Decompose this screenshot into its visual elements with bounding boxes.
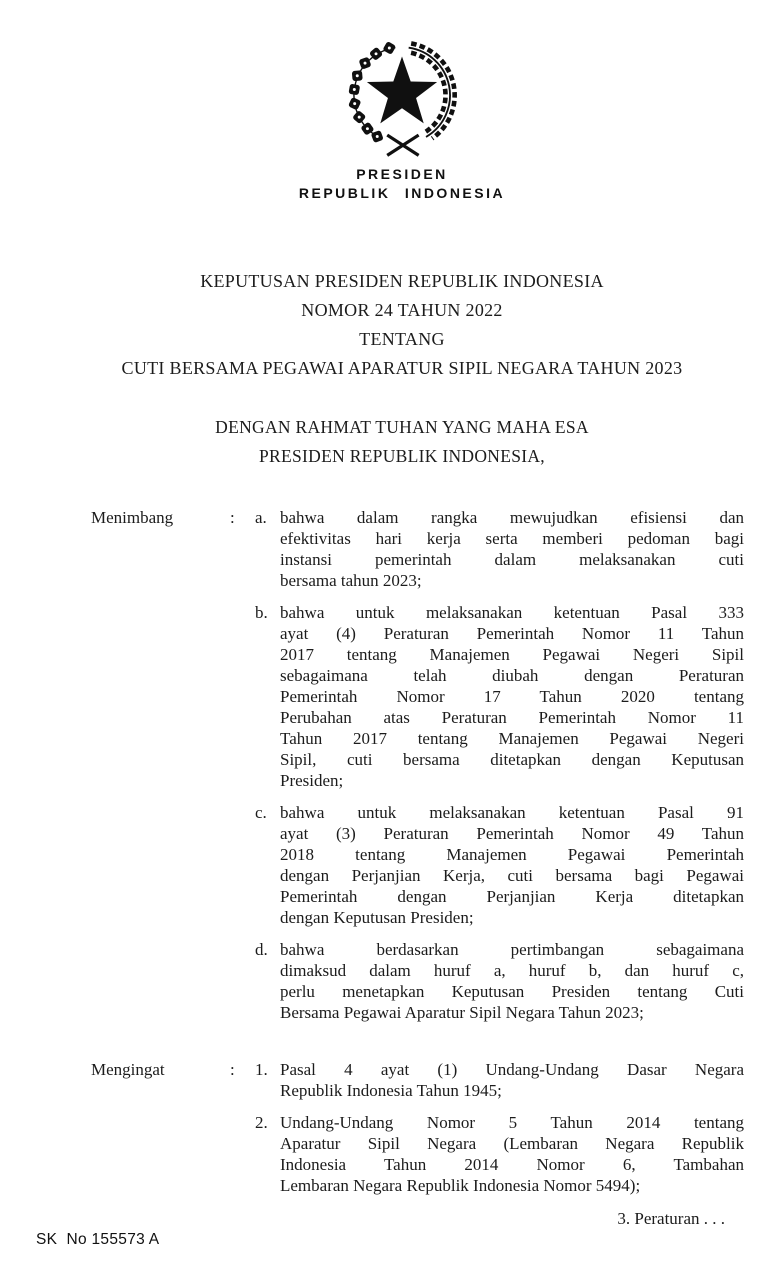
list-item <box>255 1059 744 1101</box>
text-line: Aparatur Sipil Negara (Lembaran Negara Republik <box>280 1134 744 1153</box>
decree-title <box>32 267 772 383</box>
text-line: perlu menetapkan Keputusan Presiden tentang Cuti <box>280 982 744 1001</box>
presidential-seal-icon <box>341 38 463 160</box>
mengingat-colon: : <box>230 1060 235 1079</box>
text-line: bahwa berdasarkan pertimbangan sebagaimana <box>280 940 744 959</box>
text-line: Tahun 2017 tentang Manajemen Pegawai Negeri <box>280 729 744 748</box>
item-text <box>280 1112 744 1196</box>
preamble-authority: PRESIDEN REPUBLIK INDONESIA, <box>259 446 545 466</box>
mengingat-label: Mengingat <box>91 1060 165 1079</box>
text-line: efektivitas hari kerja serta memberi pedoman bagi <box>280 529 744 548</box>
document-header <box>32 0 772 203</box>
text-line: bahwa untuk melaksanakan ketentuan Pasal 91 <box>280 803 744 822</box>
list-item <box>255 1112 744 1196</box>
menimbang-label: Menimbang <box>91 508 174 527</box>
item-text <box>280 1059 744 1101</box>
text-line: bersama tahun 2023; <box>280 571 422 590</box>
text-line: 2018 tentang Manajemen Pegawai Pemerintah <box>280 845 744 864</box>
menimbang-colon: : <box>230 508 235 527</box>
text-line: Bersama Pegawai Aparatur Sipil Negara Tahun 2023; <box>280 1003 644 1022</box>
item-text <box>280 802 744 928</box>
mengingat-section <box>91 1059 744 1196</box>
item-marker: a. <box>255 508 267 527</box>
text-line: Pasal 4 ayat (1) Undang-Undang Dasar Negara <box>280 1060 744 1079</box>
org-name-line1: PRESIDEN <box>356 166 448 182</box>
title-line-subject: CUTI BERSAMA PEGAWAI APARATUR SIPIL NEGARA TAHUN 2023 <box>121 358 683 378</box>
text-line: Indonesia Tahun 2014 Nomor 6, Tambahan <box>280 1155 744 1174</box>
text-line: dengan Perjanjian Kerja, cuti bersama bagi Pegawai <box>280 866 744 885</box>
text-line: Lembaran Negara Republik Indonesia Nomor 5494); <box>280 1176 641 1195</box>
list-item <box>255 507 744 591</box>
list-item <box>255 602 744 791</box>
item-text <box>280 602 744 791</box>
item-text <box>280 507 744 591</box>
text-line: bahwa dalam rangka mewujudkan efisiensi dan <box>280 508 744 527</box>
catchword-next-page: 3. Peraturan . . . <box>617 1209 725 1228</box>
item-marker: b. <box>255 603 268 622</box>
menimbang-items <box>255 507 744 1023</box>
list-item <box>255 939 744 1023</box>
title-line-tentang: TENTANG <box>359 329 445 349</box>
mengingat-items <box>255 1059 744 1196</box>
org-name-line2: REPUBLIK INDONESIA <box>298 185 506 201</box>
item-text <box>280 939 744 1023</box>
text-line: instansi pemerintah dalam melaksanakan cuti <box>280 550 744 569</box>
text-line: Presiden; <box>280 771 344 790</box>
preamble <box>32 413 772 471</box>
item-marker: 2. <box>255 1113 268 1132</box>
title-line-nomor: NOMOR 24 TAHUN 2022 <box>301 300 503 320</box>
text-line: bahwa untuk melaksanakan ketentuan Pasal 333 <box>280 603 744 622</box>
text-line: Republik Indonesia Tahun 1945; <box>280 1081 502 1100</box>
text-line: Pemerintah Nomor 17 Tahun 2020 tentang <box>280 687 744 706</box>
text-line: Pemerintah dengan Perjanjian Kerja ditetapkan <box>280 887 744 906</box>
text-line: dengan Keputusan Presiden; <box>280 908 474 927</box>
text-line: Sipil, cuti bersama ditetapkan dengan Keputusan <box>280 750 744 769</box>
title-line-keputusan: KEPUTUSAN PRESIDEN REPUBLIK INDONESIA <box>200 271 604 291</box>
menimbang-section <box>91 507 744 1023</box>
text-line: Perubahan atas Peraturan Pemerintah Nomor 11 <box>280 708 744 727</box>
text-line: dimaksud dalam huruf a, huruf b, dan huruf c, <box>280 961 744 980</box>
text-line: ayat (4) Peraturan Pemerintah Nomor 11 Tahun <box>280 624 744 643</box>
item-marker: 1. <box>255 1060 268 1079</box>
item-marker: c. <box>255 803 267 822</box>
list-item <box>255 802 744 928</box>
item-marker: d. <box>255 940 268 959</box>
text-line: ayat (3) Peraturan Pemerintah Nomor 49 Tahun <box>280 824 744 843</box>
preamble-motto: DENGAN RAHMAT TUHAN YANG MAHA ESA <box>215 417 589 437</box>
sk-serial-number: SK No 155573 A <box>36 1231 160 1248</box>
text-line: Undang-Undang Nomor 5 Tahun 2014 tentang <box>280 1113 744 1132</box>
text-line: sebagaimana telah diubah dengan Peraturan <box>280 666 744 685</box>
text-line: 2017 tentang Manajemen Pegawai Negeri Sipil <box>280 645 744 664</box>
